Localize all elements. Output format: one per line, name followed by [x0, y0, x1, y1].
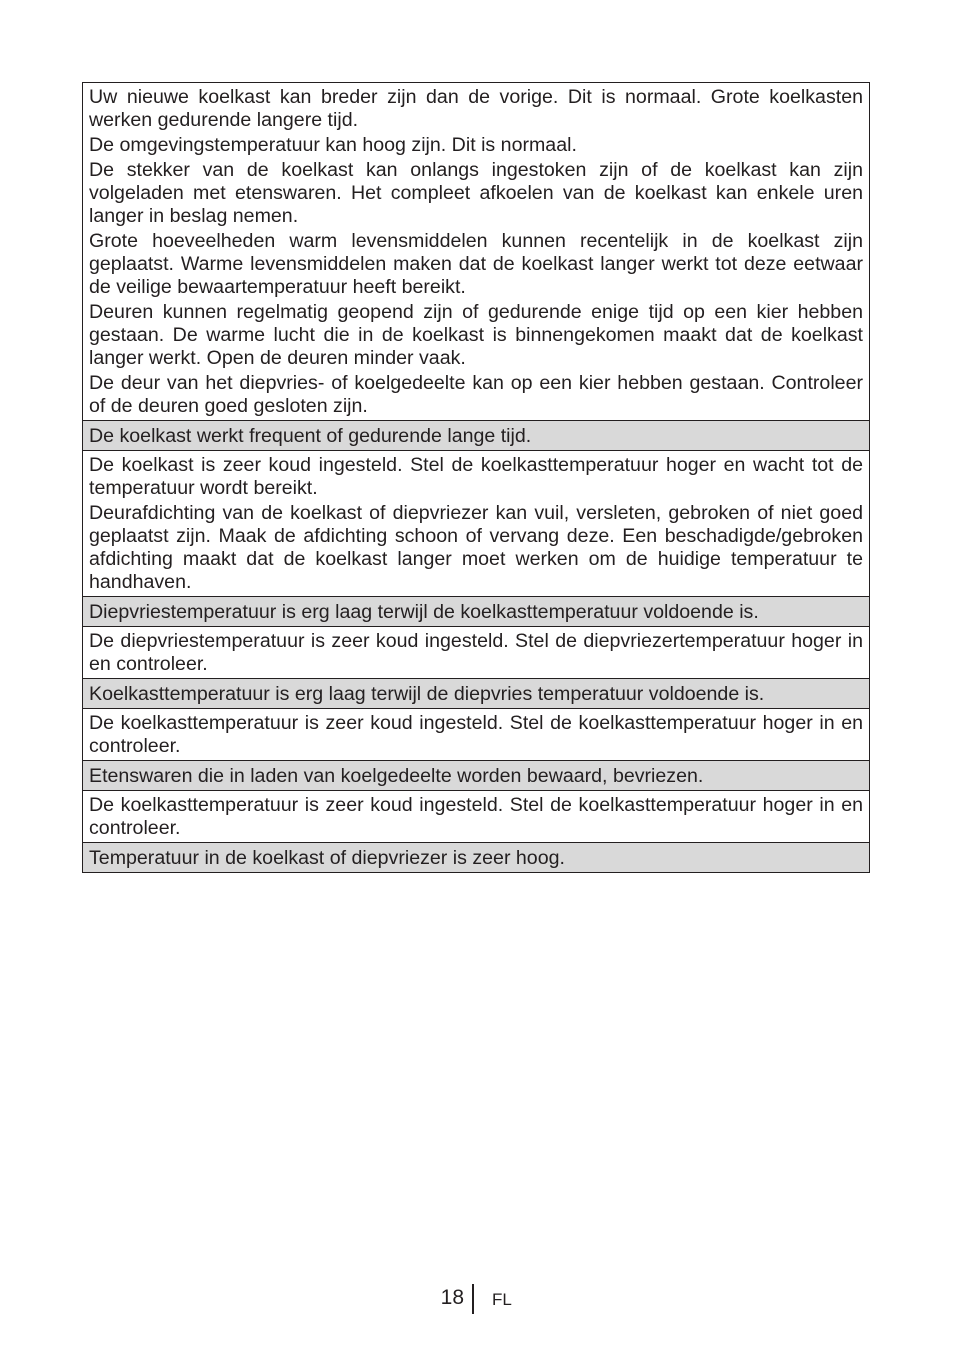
- cause-paragraph: Uw nieuwe koelkast kan breder zijn dan de vorige. Dit is normaal. Grote koelkasten werken gedurende langere tijd.: [89, 86, 863, 131]
- problem-heading-row: [83, 597, 869, 627]
- table-row: [83, 451, 869, 597]
- problem-heading-row: [83, 761, 869, 791]
- cause-paragraph: Deurafdichting van de koelkast of diepvriezer kan vuil, versleten, gebroken of niet goed geplaatst zijn. Maak de afdichting schoon of vervang deze. Een beschadigde/gebroken afdichting maakt dat de koelkast langer moet werken om de huidige temperatuur te handhaven.: [89, 502, 863, 593]
- cause-paragraph: De diepvriestemperatuur is zeer koud ingesteld. Stel de diepvriezertemperatuur hoger in en controleer.: [89, 630, 863, 675]
- language-code: FL: [492, 1290, 512, 1309]
- cause-paragraph: De deur van het diepvries- of koelgedeelte kan op een kier hebben gestaan. Controleer of de deuren goed gesloten zijn.: [89, 372, 863, 417]
- cause-paragraph: De koelkasttemperatuur is zeer koud ingesteld. Stel de koelkasttemperatuur hoger in en controleer.: [89, 712, 863, 757]
- table-row: [83, 709, 869, 761]
- cause-paragraph: Grote hoeveelheden warm levensmiddelen kunnen recentelijk in de koelkast zijn geplaatst. Warme levensmiddelen maken dat de koelkast langer werkt tot deze eetwaar de veilige bewaartemperatuur heeft bereikt.: [89, 230, 863, 298]
- troubleshooting-table: [82, 82, 870, 873]
- page-footer: [0, 1284, 954, 1314]
- table-row: [83, 83, 869, 421]
- problem-heading-row: [83, 421, 869, 451]
- cause-paragraph: De koelkast is zeer koud ingesteld. Stel de koelkasttemperatuur hoger en wacht tot de temperatuur wordt bereikt.: [89, 454, 863, 499]
- table-row: [83, 627, 869, 679]
- problem-heading: Etenswaren die in laden van koelgedeelte worden bewaard, bevriezen.: [89, 765, 704, 787]
- cause-paragraph: De stekker van de koelkast kan onlangs ingestoken zijn of de koelkast kan zijn volgeladen met etenswaren. Het compleet afkoelen van de koelkast kan enkele uren langer in beslag nemen.: [89, 159, 863, 227]
- problem-heading: De koelkast werkt frequent of gedurende lange tijd.: [89, 425, 532, 447]
- footer-divider: [472, 1284, 474, 1314]
- problem-heading: Koelkasttemperatuur is erg laag terwijl de diepvries temperatuur voldoende is.: [89, 683, 765, 705]
- table-row: [83, 791, 869, 843]
- page-number: 18: [440, 1286, 464, 1309]
- cause-paragraph: De koelkasttemperatuur is zeer koud ingesteld. Stel de koelkasttemperatuur hoger in en controleer.: [89, 794, 863, 839]
- problem-heading: Temperatuur in de koelkast of diepvriezer is zeer hoog.: [89, 847, 565, 869]
- problem-heading-row: [83, 843, 869, 873]
- problem-heading: Diepvriestemperatuur is erg laag terwijl de koelkasttemperatuur voldoende is.: [89, 601, 759, 623]
- cause-paragraph: De omgevingstemperatuur kan hoog zijn. Dit is normaal.: [89, 134, 577, 156]
- problem-heading-row: [83, 679, 869, 709]
- cause-paragraph: Deuren kunnen regelmatig geopend zijn of gedurende enige tijd op een kier hebben gestaan. De warme lucht die in de koelkast is binnengekomen maakt dat de koelkast langer werkt. Open de deuren minder vaak.: [89, 301, 863, 369]
